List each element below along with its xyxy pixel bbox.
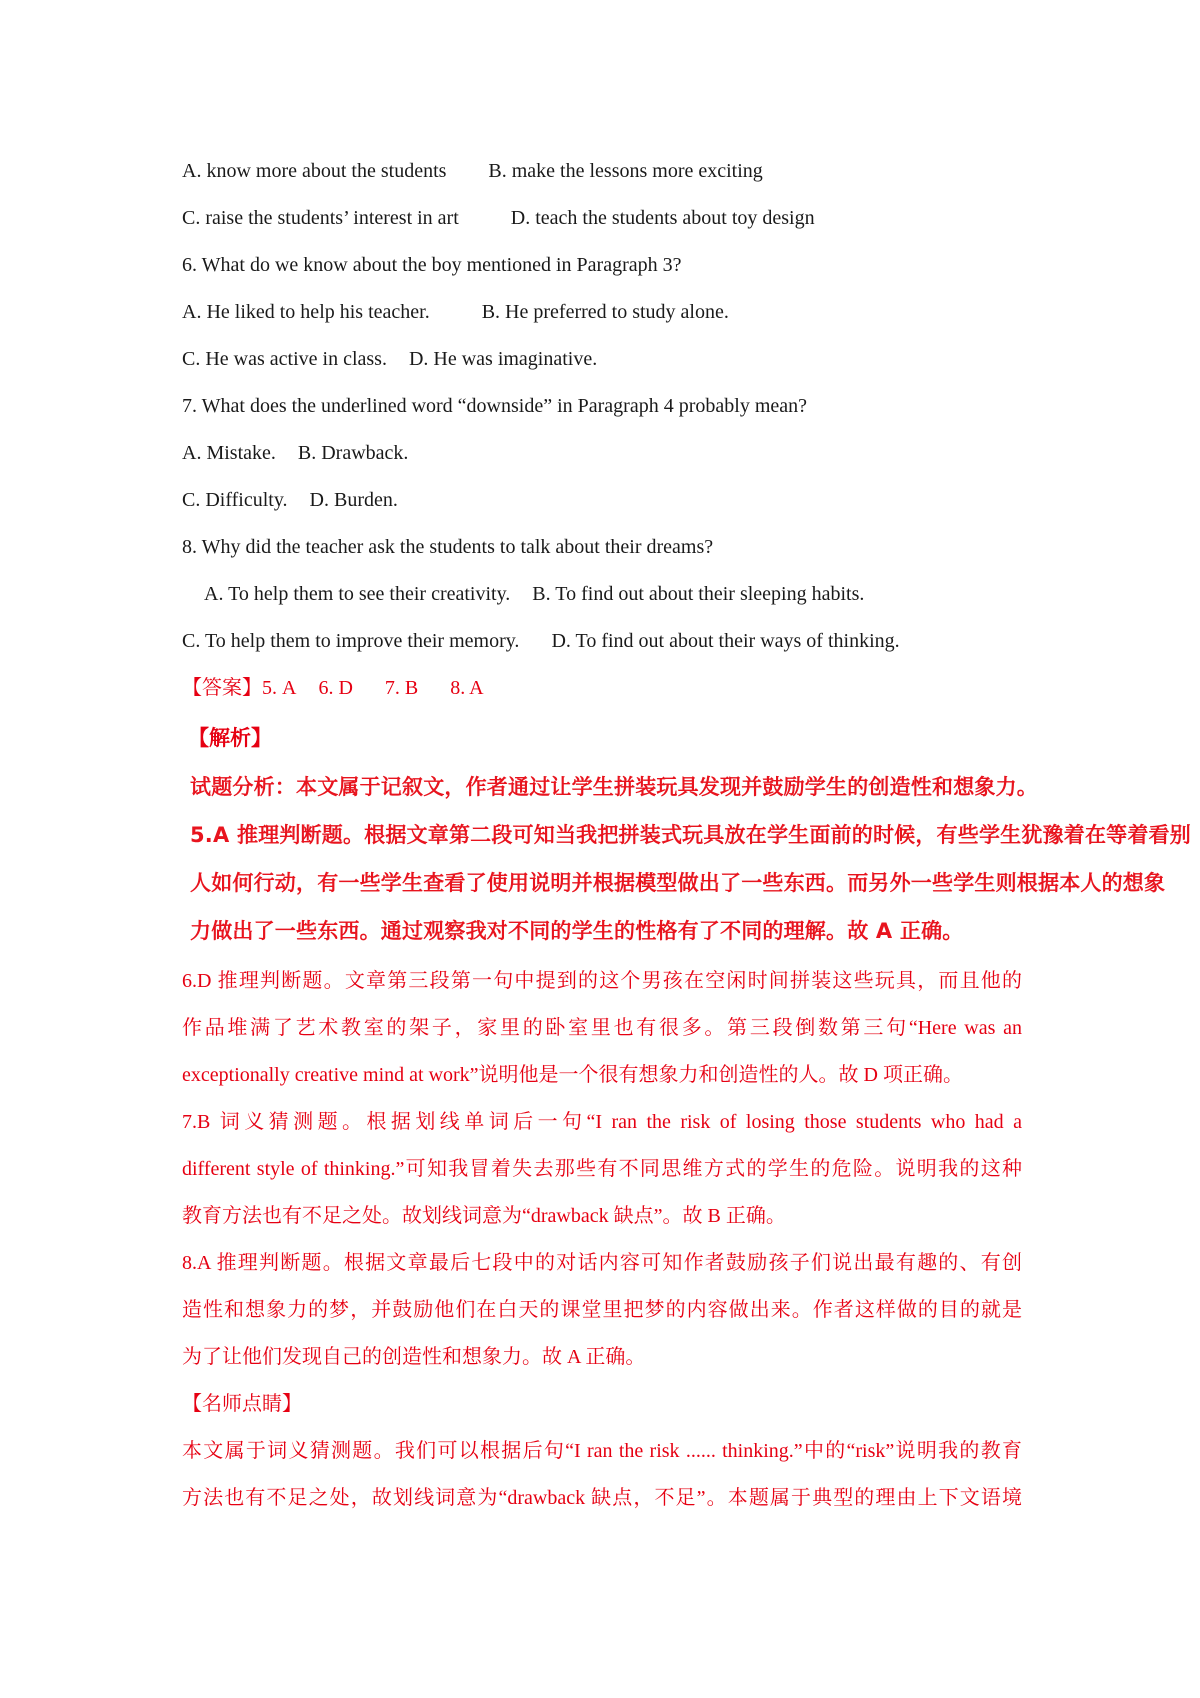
q7-option-b: B. Drawback.: [297, 442, 409, 464]
analysis-5-line-3: 力做出了一些东西。通过观察我对不同的学生的性格有了不同的理解。故 A 正确。: [190, 919, 964, 943]
q6-option-d: D. He was imaginative.: [408, 348, 598, 370]
q8-option-a: A. To help them to see their creativity.: [204, 583, 511, 605]
q5-options-row-1: [182, 158, 763, 184]
answer-label: 【答案】: [182, 677, 262, 699]
answer-6: 6. D: [318, 677, 353, 699]
q5-option-b: B. make the lessons more exciting: [488, 160, 763, 182]
q8-stem: 8. Why did the teacher ask the students to talk about their dreams?: [182, 536, 714, 558]
explain-6-line-2: 作品堆满了艺术教室的架子，家里的卧室里也有很多。第三段倒数第三句“Here was an: [182, 1017, 1022, 1039]
q6-option-b: B. He preferred to study alone.: [481, 301, 729, 323]
q8-option-b: B. To find out about their sleeping habits.: [532, 583, 865, 605]
explain-7-line-1: 7.B 词义猜测题。根据划线单词后一句“I ran the risk of losing those students who had a: [182, 1111, 1022, 1133]
q6-stem: 6. What do we know about the boy mentioned in Paragraph 3?: [182, 254, 682, 276]
q5-option-a: A. know more about the students: [182, 160, 447, 182]
q6-option-c: C. He was active in class.: [182, 348, 387, 370]
analysis-summary: 试题分析：本文属于记叙文，作者通过让学生拼装玩具发现并鼓励学生的创造性和想象力。: [190, 775, 1038, 799]
analysis-5-line-1: 5.A 推理判断题。根据文章第二段可知当我把拼装式玩具放在学生面前的时候，有些学生犹豫着在等着看别: [190, 823, 1191, 847]
q6-options-row-2: [182, 346, 597, 372]
q8-option-d: D. To find out about their ways of thinking.: [551, 630, 900, 652]
q7-option-c: C. Difficulty.: [182, 489, 288, 511]
q7-option-d: D. Burden.: [309, 489, 398, 511]
explain-8-line-2: 造性和想象力的梦，并鼓励他们在白天的课堂里把梦的内容做出来。作者这样做的目的就是: [182, 1299, 1022, 1321]
q8-option-c: C. To help them to improve their memory.: [182, 630, 520, 652]
answer-8: 8. A: [450, 677, 484, 699]
q7-options-row-2: [182, 487, 398, 513]
analysis-5-line-2: 人如何行动，有一些学生查看了使用说明并根据模型做出了一些东西。而另外一些学生则根据本人的想象: [190, 871, 1166, 895]
explain-6-line-1: 6.D 推理判断题。文章第三段第一句中提到的这个男孩在空闲时间拼装这些玩具，而且他的: [182, 970, 1022, 992]
explain-8-line-3: 为了让他们发现自己的创造性和想象力。故 A 正确。: [182, 1346, 646, 1368]
q7-stem: 7. What does the underlined word “downside” in Paragraph 4 probably mean?: [182, 395, 807, 417]
teacher-tip-line-1: 本文属于词义猜测题。我们可以根据后句“I ran the risk ...... thinking.”中的“risk”说明我的教育: [182, 1440, 1022, 1462]
answer-5: 5. A: [262, 677, 297, 699]
q6-option-a: A. He liked to help his teacher.: [182, 301, 430, 323]
q5-option-c: C. raise the students’ interest in art: [182, 207, 459, 229]
q8-options-row-1: [204, 581, 864, 607]
teacher-tip-label: 【名师点睛】: [182, 1393, 302, 1415]
explain-7-line-2: different style of thinking.”可知我冒着失去那些有不同思维方式的学生的危险。说明我的这种: [182, 1158, 1022, 1180]
q7-option-a: A. Mistake.: [182, 442, 276, 464]
answer-7: 7. B: [384, 677, 419, 699]
q5-options-row-2: [182, 205, 815, 231]
q5-option-d: D. teach the students about toy design: [510, 207, 815, 229]
q7-options-row-1: [182, 440, 408, 466]
explain-7-line-3: 教育方法也有不足之处。故划线词意为“drawback 缺点”。故 B 正确。: [182, 1205, 786, 1227]
q6-options-row-1: [182, 299, 729, 325]
q8-options-row-2: [182, 628, 900, 654]
explain-6-line-3: exceptionally creative mind at work”说明他是一个很有想象力和创造性的人。故 D 项正确。: [182, 1064, 963, 1086]
answer-line: [182, 675, 484, 701]
analysis-label: 【解析】: [188, 726, 272, 750]
teacher-tip-line-2: 方法也有不足之处，故划线词意为“drawback 缺点，不足”。本题属于典型的理由上下文语境: [182, 1487, 1022, 1509]
explain-8-line-1: 8.A 推理判断题。根据文章最后七段中的对话内容可知作者鼓励孩子们说出最有趣的、有创: [182, 1252, 1022, 1274]
